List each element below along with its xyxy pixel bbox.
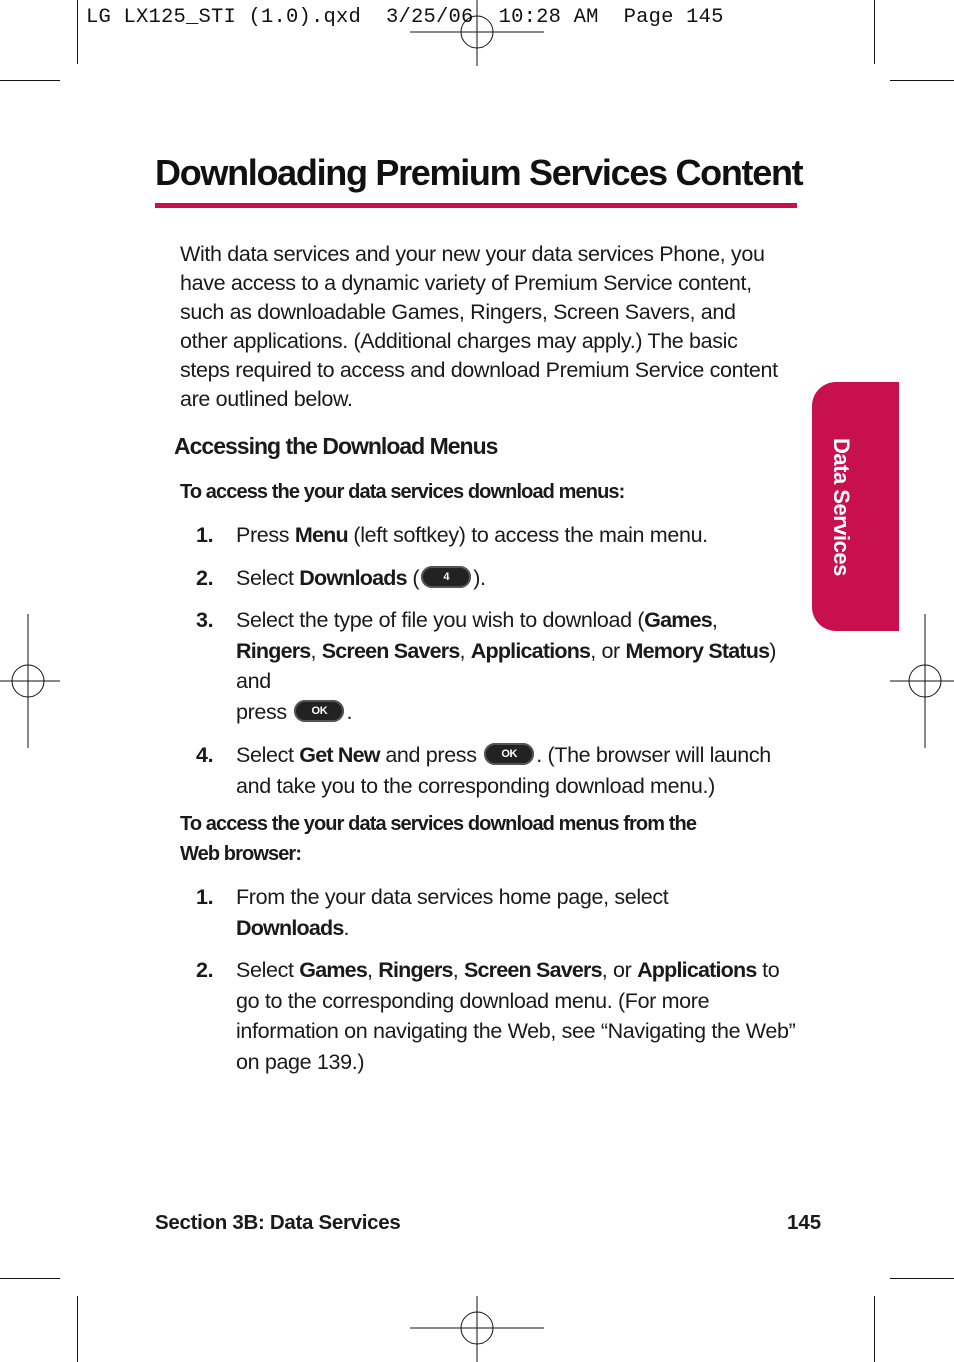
page-title: Downloading Premium Services Content [155,152,803,193]
text-run: and press [379,743,483,767]
step-text [236,740,800,801]
text-run: . (The browser will launch and take you to the corresponding download menu.) [236,743,771,798]
text-run: to go to the corresponding download menu. (For more information on navigating the Web, see “Navigating the Web” on page 139.) [236,958,796,1074]
step-number: 3. [196,608,214,632]
step-number: 4. [196,743,214,767]
text-run: Select [236,958,300,982]
crop-mark [0,1278,60,1279]
step-text [236,520,800,551]
crop-mark [77,1296,78,1362]
text-run: . [343,915,350,940]
text-run: , [367,958,379,982]
text-run: press [236,699,293,724]
crop-mark [874,1296,875,1362]
title-rule [155,203,797,208]
registration-mark-icon [890,614,954,748]
text-run: To access the your data services download menus from the [180,813,697,835]
step-number: 1. [196,885,214,909]
ok-key-icon: OK [484,743,534,765]
step-number: 2. [196,566,214,590]
menu-term: Applications [637,958,757,982]
section-heading: Accessing the Download Menus [174,433,498,459]
text-run: , or [601,958,638,982]
step-number: 1. [196,523,214,547]
menu-term: Games [644,608,712,632]
step-text [236,882,800,943]
menu-term: Menu [294,523,348,547]
text-run: , [459,638,471,663]
registration-mark-icon [0,614,60,748]
menu-term: Screen Savers [321,638,460,663]
registration-mark-icon [410,0,544,66]
text-run: ( [406,566,420,590]
step-text [236,955,800,1077]
page-number: 145 [787,1211,822,1234]
menu-term: Memory Status [625,638,770,663]
menu-term: Downloads [299,566,407,590]
text-run: Select [236,743,300,767]
menu-term: Ringers [378,958,453,982]
menu-term: Get New [299,743,380,767]
text-run: (left softkey) to access the main menu. [347,523,708,547]
crop-mark [890,1278,954,1279]
key-4-icon: 4 [421,566,471,588]
text-run: , or [590,638,626,663]
print-slug: LG LX125_STI (1.0).qxd 3/25/06 10:28 AM Page 145 [86,6,724,29]
text-run: ). [473,566,486,590]
text-run: Select [236,566,300,590]
registration-mark-icon [410,1296,544,1362]
text-run: From the your data services home page, select [236,885,669,909]
menu-term: Ringers [236,638,311,663]
text-run: Select the type of file you wish to download ( [236,608,645,632]
text-run: Press [236,523,295,547]
text-run: Web browser: [180,843,302,865]
procedure-lead: To access the your data services download menus: [180,481,625,503]
crop-mark [77,0,78,64]
text-run: , [452,958,464,982]
step-text [236,605,800,727]
text-run: , [711,608,718,632]
text-run: Data Services [829,438,854,576]
menu-term: Games [299,958,367,982]
text-run: , [310,638,322,663]
crop-mark [0,80,60,81]
menu-term: Applications [470,638,591,663]
procedure-lead [180,809,696,869]
ok-key-icon: OK [294,700,344,722]
step-number: 2. [196,958,214,982]
crop-mark [874,0,875,64]
side-tab-label [830,438,854,578]
section-side-tab [812,382,899,631]
text-run: . [346,699,353,724]
text-run: and [236,669,271,693]
crop-mark [890,80,954,81]
text-run: ) [769,638,777,663]
menu-term: Downloads [236,915,344,940]
step-text [236,563,800,594]
menu-term: Screen Savers [463,958,602,982]
footer-section: Section 3B: Data Services [155,1211,401,1234]
intro-paragraph: With data services and your new your data services Phone, you have access to a dynamic variety of Premium Service content, such as downloadable Games, Ringers, Screen Savers, and other applications. (Additional charges may apply.) The basic steps required to access and download Premium Service content are outlined below. [180,242,778,411]
